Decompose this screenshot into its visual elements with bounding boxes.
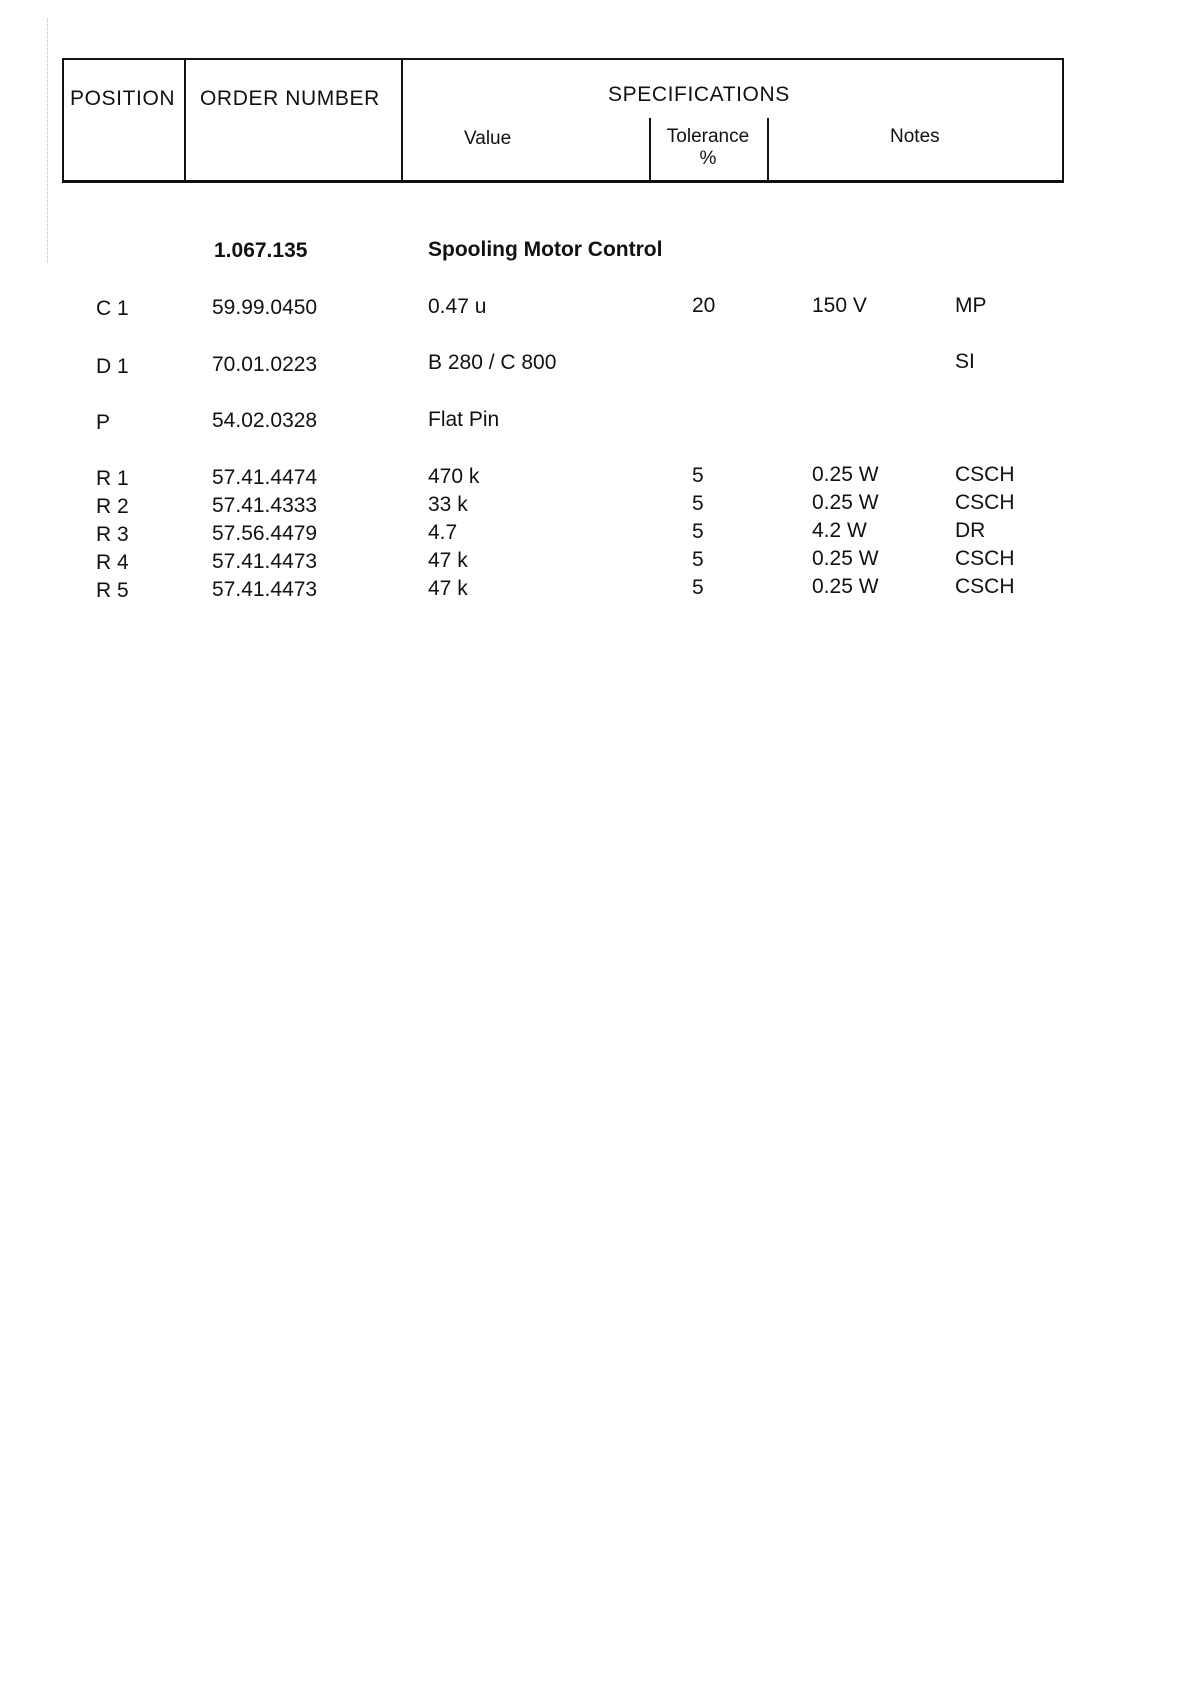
header-tolerance [659, 126, 757, 170]
divider-position [184, 60, 186, 180]
row-rating: 0.25 W [812, 463, 879, 486]
row-position: C 1 [96, 297, 129, 320]
row-rating: 0.25 W [812, 575, 879, 598]
row-order-number: 54.02.0328 [212, 409, 318, 432]
row-value: 33 k [428, 493, 468, 516]
row-value: Flat Pin [428, 408, 500, 431]
row-order-number: 70.01.0223 [212, 353, 318, 376]
header-position: POSITION [70, 87, 176, 110]
row-order-number: 57.41.4473 [212, 578, 318, 601]
row-order-number: 57.41.4333 [212, 494, 318, 517]
row-tolerance: 5 [692, 464, 704, 487]
divider-order-number [401, 60, 403, 180]
row-type: CSCH [955, 547, 1015, 570]
row-type: CSCH [955, 575, 1015, 598]
row-order-number: 57.41.4474 [212, 466, 318, 489]
row-rating: 0.25 W [812, 491, 879, 514]
row-type: CSCH [955, 463, 1015, 486]
row-value: 4.7 [428, 521, 458, 544]
row-type: SI [955, 350, 975, 373]
row-order-number: 59.99.0450 [212, 296, 318, 319]
column-header-box [62, 58, 1064, 183]
row-value: B 280 / C 800 [428, 351, 557, 374]
row-position: R 2 [96, 495, 129, 518]
row-value: 0.47 u [428, 295, 487, 318]
row-type: DR [955, 519, 986, 542]
row-order-number: 57.56.4479 [212, 522, 318, 545]
row-tolerance: 5 [692, 520, 704, 543]
row-position: P [96, 411, 111, 434]
row-position: R 5 [96, 579, 129, 602]
divider-tolerance [767, 118, 769, 180]
assembly-order-number: 1.067.135 [214, 239, 308, 262]
header-tolerance-label: Tolerance [666, 126, 750, 147]
row-position: R 4 [96, 551, 129, 574]
header-value: Value [464, 128, 512, 149]
assembly-title: Spooling Motor Control [428, 238, 663, 261]
row-position: R 1 [96, 467, 129, 490]
row-type: MP [955, 294, 987, 317]
row-rating: 4.2 W [812, 519, 867, 542]
row-value: 47 k [428, 549, 468, 572]
row-tolerance: 5 [692, 576, 704, 599]
row-tolerance: 5 [692, 492, 704, 515]
header-specifications: SPECIFICATIONS [608, 83, 790, 106]
scan-edge-artifact [47, 18, 48, 263]
row-rating: 0.25 W [812, 547, 879, 570]
divider-value [649, 118, 651, 180]
row-tolerance: 5 [692, 548, 704, 571]
row-type: CSCH [955, 491, 1015, 514]
row-rating: 150 V [812, 294, 867, 317]
row-position: R 3 [96, 523, 129, 546]
row-tolerance: 20 [692, 294, 716, 317]
header-tolerance-unit: % [699, 148, 717, 169]
row-position: D 1 [96, 355, 129, 378]
header-order-number: ORDER NUMBER [200, 87, 380, 110]
row-value: 47 k [428, 577, 468, 600]
header-notes: Notes [890, 126, 940, 147]
row-order-number: 57.41.4473 [212, 550, 318, 573]
row-value: 470 k [428, 465, 480, 488]
